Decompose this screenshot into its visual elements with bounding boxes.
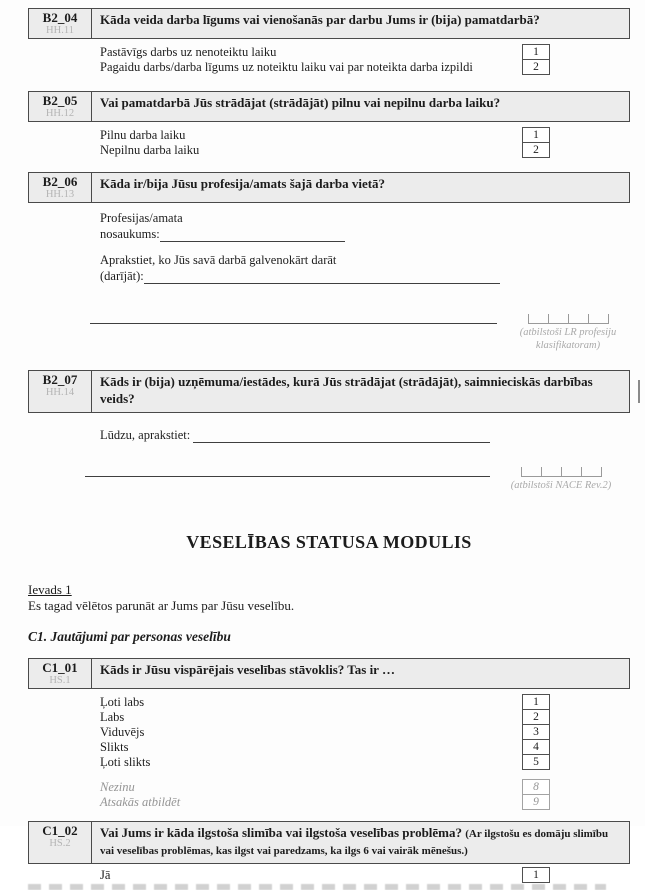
answer-code-box[interactable]: 4 bbox=[522, 739, 550, 755]
question-code: B2_05 bbox=[42, 93, 78, 108]
code-boxes bbox=[528, 314, 609, 324]
question-block-b2-04 bbox=[28, 8, 630, 75]
question-text: Kāda veida darba līgums vai vienošanās par darbu Jums ir (bija) pamatdarbā? bbox=[100, 12, 540, 27]
code-box-cell[interactable] bbox=[561, 467, 581, 477]
option-row bbox=[100, 724, 550, 740]
answer-options bbox=[100, 127, 550, 158]
field-label: Profesijas/amata bbox=[100, 211, 183, 225]
question-text: Vai pamatdarbā Jūs strādājat (strādājāt) pilnu vai nepilnu darba laiku? bbox=[100, 95, 501, 110]
question-code-cell bbox=[29, 822, 92, 863]
question-block-b2-07 bbox=[28, 370, 630, 492]
option-row bbox=[100, 59, 550, 75]
question-subcode: HH.14 bbox=[45, 387, 75, 399]
question-block-c1-02 bbox=[28, 821, 630, 883]
field-label: (darījāt): bbox=[100, 269, 144, 283]
question-text: Vai Jums ir kāda ilgstoša slimība vai ilgstoša veselības problēma? (Ar ilgstošu es domāju slimību vai veselības problēmas, kas ilgst vai paredzams, ka ilgs 6 vai vairāk mēnešus.) bbox=[100, 825, 609, 858]
question-code: B2_07 bbox=[42, 372, 78, 388]
cutoff-text-artifact bbox=[28, 884, 606, 890]
profession-title-writein bbox=[100, 226, 345, 242]
answer-code-box[interactable]: 2 bbox=[522, 709, 550, 725]
option-row-refuses bbox=[100, 794, 550, 810]
writein-line[interactable] bbox=[160, 228, 345, 242]
code-box-cell[interactable] bbox=[541, 467, 561, 477]
option-row bbox=[100, 867, 550, 883]
option-label: Slikts bbox=[100, 740, 129, 755]
answer-code-box[interactable]: 1 bbox=[522, 694, 550, 710]
option-row bbox=[100, 694, 550, 710]
writein-line[interactable] bbox=[193, 429, 490, 443]
option-row bbox=[100, 739, 550, 755]
field-label: Lūdzu, aprakstiet: bbox=[100, 428, 191, 443]
answer-options bbox=[100, 867, 550, 883]
question-code: C1_01 bbox=[42, 660, 78, 676]
writein-line[interactable] bbox=[144, 270, 500, 284]
code-box-cell[interactable] bbox=[521, 467, 541, 477]
writein-line[interactable] bbox=[85, 467, 490, 477]
question-header bbox=[28, 172, 630, 203]
answer-code-box[interactable]: 2 bbox=[522, 142, 550, 158]
question-header bbox=[28, 658, 630, 689]
continuation-row bbox=[28, 467, 630, 492]
question-text: Kāda ir/bija Jūsu profesija/amats šajā darba vietā? bbox=[100, 176, 386, 191]
question-subcode: HS.2 bbox=[49, 838, 71, 850]
answer-code-box[interactable]: 3 bbox=[522, 724, 550, 740]
option-label: Nezinu bbox=[100, 780, 135, 795]
question-code-cell bbox=[29, 173, 92, 202]
question-subcode: HS.1 bbox=[49, 675, 71, 687]
answer-code-box[interactable]: 8 bbox=[522, 779, 550, 795]
activity-description-writein bbox=[100, 427, 490, 443]
code-boxes bbox=[521, 467, 602, 477]
option-label: Ļoti labs bbox=[100, 695, 145, 710]
question-header bbox=[28, 370, 630, 413]
code-box-cell[interactable] bbox=[568, 314, 588, 324]
option-label: Pilnu darba laiku bbox=[100, 128, 186, 142]
answer-options bbox=[100, 44, 550, 75]
section-heading: C1. Jautājumi par personas veselību bbox=[28, 629, 231, 645]
field-label: nosaukums: bbox=[100, 227, 160, 241]
question-code-cell bbox=[29, 9, 92, 38]
question-code-cell bbox=[29, 659, 92, 688]
question-note: (Ar ilgstošu es domāju slimību vai veselības problēmas, kas ilgst vai paredzams, ka ilgs 6 vai vairāk mēnešus.) bbox=[100, 828, 609, 858]
profession-code-field bbox=[497, 314, 639, 352]
question-code: C1_02 bbox=[42, 823, 78, 839]
question-block-c1-01 bbox=[28, 658, 630, 810]
option-row bbox=[100, 44, 550, 60]
question-text: Kāds ir Jūsu vispārējais veselības stāvoklis? Tas ir … bbox=[100, 662, 395, 678]
code-box-cell[interactable] bbox=[588, 314, 609, 324]
question-subcode: HH.12 bbox=[45, 108, 75, 119]
question-code-cell bbox=[29, 371, 92, 412]
answer-code-box[interactable]: 1 bbox=[522, 44, 550, 60]
question-text: Kāds ir (bija) uzņēmuma/iestādes, kurā Jūs strādājat (strādājāt), saimnieciskās darbības veids? bbox=[100, 374, 593, 407]
option-row bbox=[100, 709, 550, 725]
question-header bbox=[28, 91, 630, 122]
code-box-cell[interactable] bbox=[528, 314, 548, 324]
question-header bbox=[28, 8, 630, 39]
answer-code-box[interactable]: 2 bbox=[522, 59, 550, 75]
code-box-cell[interactable] bbox=[548, 314, 568, 324]
answer-code-box[interactable]: 1 bbox=[522, 867, 550, 883]
code-box-cell[interactable] bbox=[581, 467, 602, 477]
option-row bbox=[100, 127, 550, 143]
writein-line[interactable] bbox=[90, 314, 497, 324]
option-row bbox=[100, 754, 550, 770]
option-label: Atsakās atbildēt bbox=[100, 795, 181, 810]
option-label: Viduvējs bbox=[100, 725, 145, 740]
intro-heading: Ievads 1 bbox=[28, 582, 72, 598]
answer-code-box[interactable]: 1 bbox=[522, 127, 550, 143]
question-block-b2-05 bbox=[28, 91, 630, 158]
option-label: Pastāvīgs darbs uz nenoteiktu laiku bbox=[100, 45, 277, 59]
option-row-dont-know bbox=[100, 779, 550, 795]
question-code-cell bbox=[29, 92, 92, 121]
nace-code-field bbox=[490, 467, 632, 492]
continuation-row bbox=[28, 314, 630, 352]
intro-text: Es tagad vēlētos parunāt ar Jums par Jūsu veselību. bbox=[28, 598, 295, 614]
question-subcode: HH.11 bbox=[46, 25, 74, 36]
option-row bbox=[100, 142, 550, 158]
question-code: B2_06 bbox=[42, 174, 78, 189]
option-label: Labs bbox=[100, 710, 125, 725]
option-label: Jā bbox=[100, 867, 111, 882]
question-subcode: HH.13 bbox=[45, 189, 75, 200]
job-description-writein bbox=[100, 268, 500, 284]
scan-edge-artifact bbox=[638, 380, 640, 403]
answer-code-box[interactable]: 9 bbox=[522, 794, 550, 810]
option-label: Nepilnu darba laiku bbox=[100, 143, 200, 157]
answer-options bbox=[100, 694, 550, 810]
option-label: Ļoti slikts bbox=[100, 755, 151, 770]
answer-code-box[interactable]: 5 bbox=[522, 754, 550, 770]
module-title: VESELĪBAS STATUSA MODULIS bbox=[186, 532, 472, 553]
code-caption: (atbilstoši LR profesiju klasifikatoram) bbox=[519, 327, 617, 352]
question-block-b2-06 bbox=[28, 172, 630, 352]
question-header bbox=[28, 821, 630, 864]
question-code: B2_04 bbox=[42, 10, 78, 25]
option-label: Pagaidu darbs/darba līgums uz noteiktu laiku vai par noteikta darba izpildi bbox=[100, 60, 473, 74]
field-label: Aprakstiet, ko Jūs savā darbā galvenokārt darāt bbox=[100, 253, 337, 267]
code-caption: (atbilstoši NACE Rev.2) bbox=[510, 480, 612, 492]
